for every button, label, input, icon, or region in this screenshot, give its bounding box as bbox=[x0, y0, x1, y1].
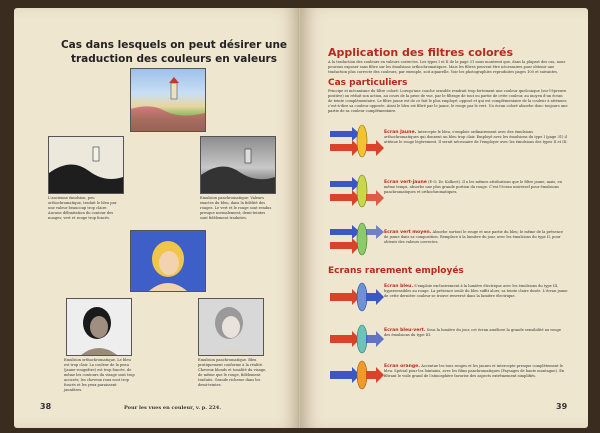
filter-diagram-blue bbox=[330, 280, 386, 314]
section-rare-filters: Ecrans rarement employés bbox=[328, 266, 464, 276]
filter-green-text bbox=[384, 230, 568, 245]
figure-pan-landscape bbox=[200, 136, 276, 194]
intro-text: A la traduction des couleurs en valeurs correctes. Les types I et II de la page 31 nous montrent que, dans la plupart des cas, nous pouvons exposer sans filtre sur les émulsions orthochromatiques. Mais les filtres peuvent être nécessaires pour obtenir une traduction plus correcte des couleurs, par exemple, soit aquarelle. Voir les photographies reproduites pages 100 et suivantes. bbox=[328, 60, 566, 74]
filter-blue-green-desc: Sous la lumière du jour, cet écran améliore la grande sensibilité au rouge des émulsions du type III. bbox=[384, 328, 561, 337]
figure-ortho-landscape bbox=[48, 136, 124, 194]
right-page bbox=[300, 8, 588, 428]
right-page-number: 39 bbox=[556, 402, 568, 411]
caption-ortho-landscape: L'ancienne émulsion, peu orthochromatique, traduit le bleu par une valeur beaucoup trop claire. Aucune délimitation du contour des nuages; vert et rouge trop foncés. bbox=[48, 196, 117, 220]
filter-yellow-green-desc: (P.-O. Dr. Kolbert). Il a les mêmes attributions que le filtre jaune, mais, en même temps, absorbe une plus grande portion du rouge. C'est l'écran universel pour émulsions panchromatiques et orthochromatiques. bbox=[384, 180, 562, 194]
left-page-title: Cas dans lesquels on peut désirer une traduction des couleurs en valeurs bbox=[60, 39, 288, 65]
filter-yellow-green-text bbox=[384, 180, 568, 195]
landscape-pan-drawing bbox=[201, 137, 275, 193]
filter-diagram-yellow-green bbox=[330, 174, 386, 208]
left-page-number: 38 bbox=[40, 402, 52, 411]
filter-yellow-green-name: Ecran vert-jaune bbox=[384, 180, 427, 185]
portrait-pan-drawing bbox=[199, 299, 263, 355]
filter-green-name: Ecran vert moyen. bbox=[384, 230, 432, 235]
landscape-color-drawing bbox=[131, 69, 205, 131]
filter-diagram-blue-green bbox=[330, 322, 386, 356]
filter-yellow-desc: Intercepte le bleu, s'emploie ordinairement avec des émulsions orthochromatiques qui donnent un bleu trop clair. Employé avec les émulsions du type I (page 31) il atténue le rouge légèrement. Il serait nécessaire de l'employer avec les émulsions des types II et III. bbox=[384, 130, 568, 144]
filter-blue-green-text bbox=[384, 328, 568, 338]
filter-diagram-yellow bbox=[330, 124, 386, 158]
figure-pan-portrait bbox=[198, 298, 264, 356]
filter-green-desc: Absorbe surtout le rouge et une partie du bleu; le même de la présence de jaune dans sa composition. Remplace à la lumière du jour, avec les émulsions du type II, pour obtenir des valeurs correctes. bbox=[384, 230, 564, 244]
figure-ortho-portrait bbox=[66, 298, 132, 356]
filter-blue-name: Ecran bleu. bbox=[384, 284, 414, 289]
caption-ortho-portrait: Emulsion orthochromatique. Le bleu est trop clair. La couleur de la peau (jaune-rougeâtre) est trop foncée, de même les contours du visage sont trop accusés; les cheveux roux sont trop foncés et les yeux paraissent jaunâtres. bbox=[64, 358, 135, 392]
filter-orange-name: Ecran orange. bbox=[384, 364, 421, 369]
filter-blue-text bbox=[384, 284, 568, 299]
section-particular-cases: Cas particuliers bbox=[328, 78, 408, 88]
filter-diagram-orange bbox=[330, 358, 386, 392]
filter-yellow-text bbox=[384, 130, 568, 145]
figure-color-landscape bbox=[130, 68, 206, 132]
portrait-color-drawing bbox=[131, 231, 205, 291]
caption-pan-portrait: Emulsion panchromatique. Bleu pratiquement conforme à la réalité. Cheveux blonds et tonalité du visage, de même que le rouge, fidèlement traduits. Grande richesse dans les demi-teintes. bbox=[198, 358, 267, 387]
right-page-title: Application des filtres colorés bbox=[328, 46, 513, 59]
filter-orange-desc: Accentue les tons rouges et les jaunes et intercepte presque complètement le bleu. Spécial pour les lointains, avec les films panchromatiques (Paysages de haute montagne). En filtrant le voile grand de l'atmosphère favorise des aspects extrêmement simplifiés. bbox=[384, 364, 565, 378]
left-page-footer: Pour les vues en couleur, v. p. 224. bbox=[124, 405, 221, 411]
landscape-ortho-drawing bbox=[49, 137, 123, 193]
principle-text: Principe et mécanisme du filtre coloré: Lorsqu'une couche sensible rendrait trop fortement une couleur quelconque (sur l'épreuve positive) on réduit son action, au cours de la prise de vue, par le filtrage de tout ou partie de cette couleur, au moyen d'un écran de teinte complémentaire. Le filtre jaune est de ce fait le plus employé; opposé et qui est complémentaire de la couleur à atténuer, c'est-à-dire sa couleur opposée. Ainsi le bleu est filtré par le jaune, le rouge par le vert. Un écran coloré absorbe donc toujours une partie de sa couleur complémentaire. bbox=[328, 89, 568, 113]
filter-yellow-name: Ecran Jaune. bbox=[384, 130, 417, 135]
filter-blue-desc: S'emploie exclusivement à la lumière électrique avec les émulsions du type III, hypersensibles au rouge. La présence seule du bleu suffit alors; sa teinte claire dosée. L'écran jaune de cette dernière couleur se trouve renversé dans la lumière électrique. bbox=[384, 284, 568, 298]
left-page bbox=[14, 8, 300, 428]
filter-blue-green-name: Ecran bleu-vert. bbox=[384, 328, 426, 333]
filter-diagram-green bbox=[330, 222, 386, 256]
caption-pan-landscape: Emulsion panchromatique: Valeurs exactes du bleu, dans la fidélité des rouges. Le vert et le rouge sont rendus presque normalement; demi-teintes sont fidèlement traduites. bbox=[200, 196, 272, 220]
filter-orange-text bbox=[384, 364, 568, 379]
figure-color-portrait bbox=[130, 230, 206, 292]
portrait-ortho-drawing bbox=[67, 299, 131, 355]
